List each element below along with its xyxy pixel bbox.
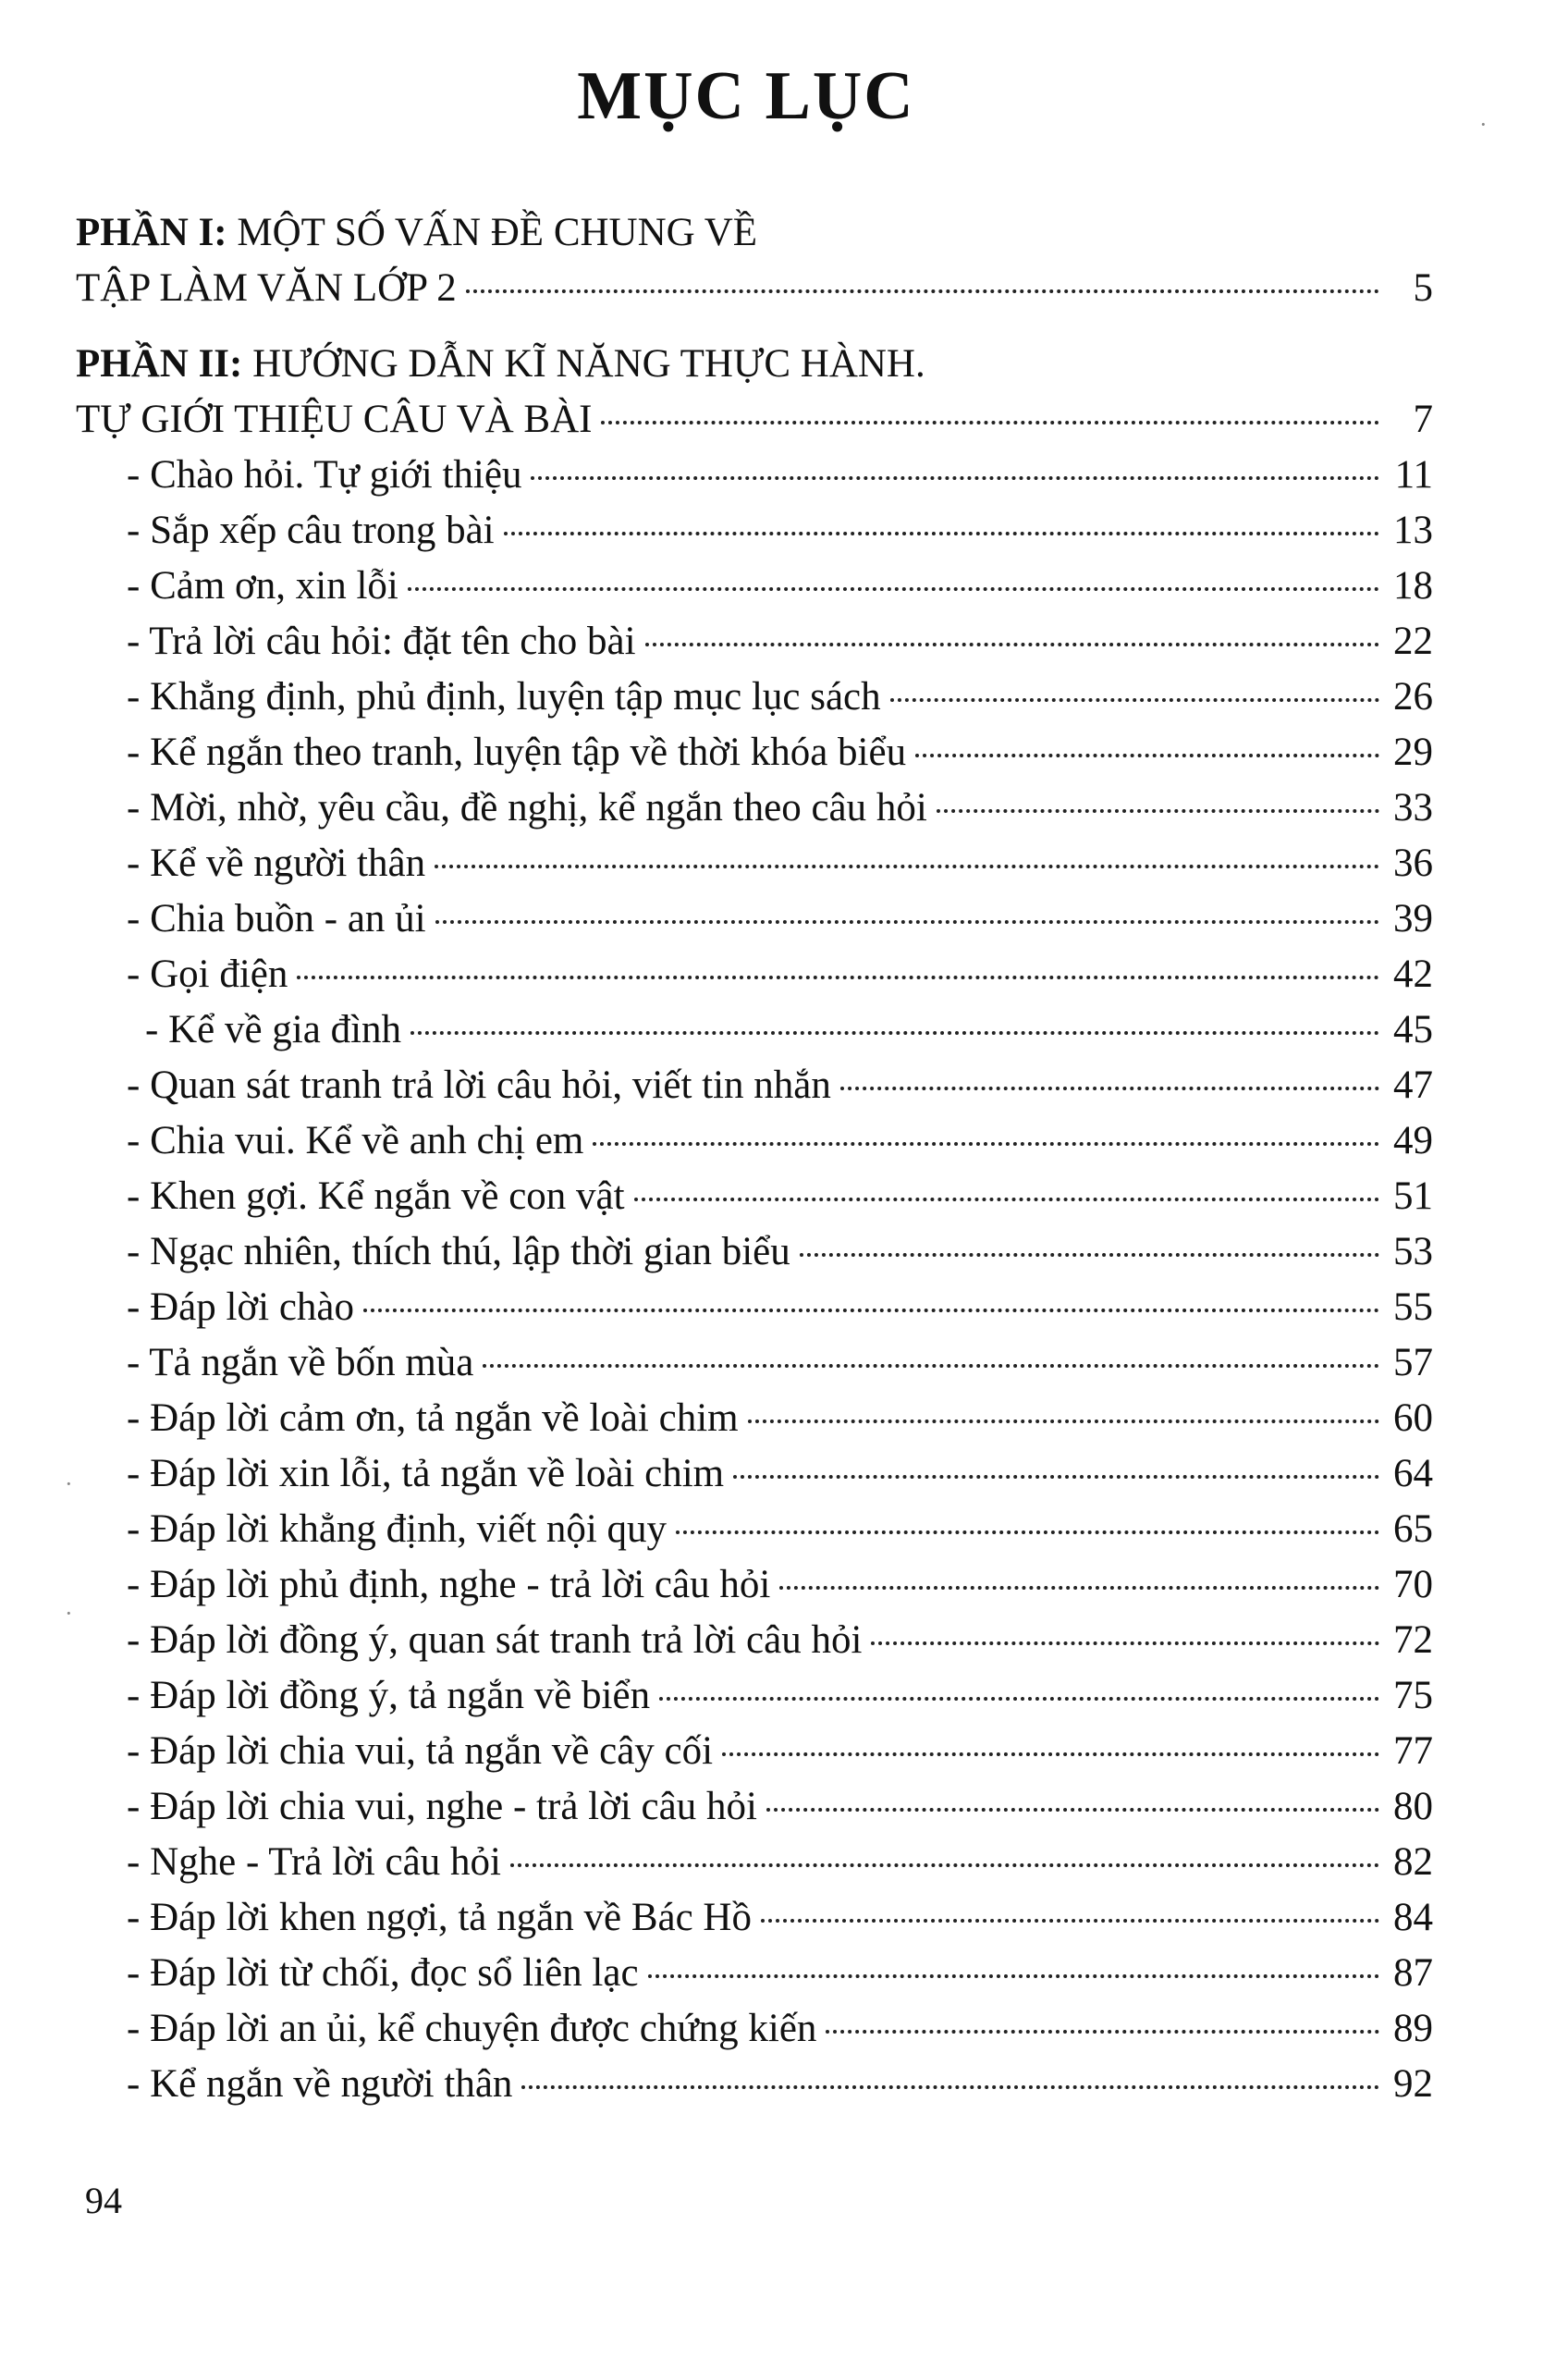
toc-entry-title: - Mời, nhờ, yêu cầu, đề nghị, kể ngắn theo câu hỏi (127, 786, 927, 830)
toc-entry[interactable] (76, 503, 1433, 559)
dot-leader (890, 698, 1379, 702)
toc-entry-page: 49 (1393, 1119, 1433, 1162)
dot-leader (645, 643, 1379, 646)
page-title: MỤC LỤC (577, 58, 915, 134)
toc-entry[interactable] (76, 614, 1433, 670)
part-2-page-number: 7 (1413, 398, 1433, 441)
part-1-heading-text: MỘT SỐ VẤN ĐỀ CHUNG VỀ (237, 211, 758, 254)
toc-entry-page: 80 (1393, 1785, 1433, 1828)
dot-leader (800, 1253, 1379, 1257)
toc-entry-page: 65 (1393, 1507, 1433, 1551)
toc-entry[interactable] (76, 448, 1433, 503)
toc-entry-title: - Đáp lời đồng ý, tả ngắn về biển (127, 1674, 651, 1717)
dot-leader (466, 289, 1379, 293)
toc-entry[interactable] (76, 2001, 1433, 2057)
toc-entry-title: - Khen gợi. Kể ngắn về con vật (127, 1174, 625, 1218)
dot-leader (748, 1420, 1379, 1423)
dot-leader (761, 1919, 1379, 1923)
toc-entry-page: 60 (1393, 1396, 1433, 1440)
dot-leader (871, 1641, 1379, 1645)
toc-entry[interactable] (76, 836, 1433, 891)
toc-entry-page: 13 (1393, 509, 1433, 552)
toc-entry-page: 47 (1393, 1063, 1433, 1107)
toc-entry-page: 55 (1393, 1285, 1433, 1329)
toc-entry-title: - Kể về gia đình (145, 1008, 402, 1051)
toc-entry-page: 22 (1393, 620, 1433, 663)
toc-entry-page: 26 (1393, 675, 1433, 719)
toc-entry-title: - Đáp lời từ chối, đọc sổ liên lạc (127, 1951, 639, 1995)
toc-entry[interactable] (76, 1613, 1433, 1668)
toc-entry[interactable] (76, 1391, 1433, 1446)
dot-leader (937, 809, 1379, 813)
toc-entry-page: 75 (1393, 1674, 1433, 1717)
toc-entry-page: 84 (1393, 1896, 1433, 1939)
dot-leader (915, 754, 1379, 757)
dot-leader (733, 1475, 1379, 1479)
dot-leader (410, 1031, 1379, 1035)
part-1-heading (76, 205, 1433, 261)
toc-entry[interactable] (76, 1280, 1433, 1335)
scan-speck: · (65, 1600, 73, 1627)
toc-entry-title: - Chia vui. Kể về anh chị em (127, 1119, 584, 1162)
table-of-contents (76, 205, 1433, 2112)
dot-leader (363, 1309, 1379, 1312)
dot-leader (408, 587, 1379, 591)
toc-entry[interactable] (76, 891, 1433, 947)
dot-leader (766, 1808, 1379, 1812)
toc-entry[interactable] (76, 1224, 1433, 1280)
toc-entry[interactable] (76, 1058, 1433, 1113)
toc-entry-page: 18 (1393, 564, 1433, 608)
toc-entry-page: 39 (1393, 897, 1433, 940)
toc-entry-page: 11 (1394, 453, 1433, 497)
toc-entry[interactable] (76, 670, 1433, 725)
part-2-entry[interactable] (76, 392, 1433, 448)
dot-leader (634, 1198, 1379, 1201)
dot-leader (510, 1863, 1379, 1867)
dot-leader (521, 2085, 1379, 2089)
toc-entry[interactable] (76, 1779, 1433, 1835)
toc-entry-title: - Đáp lời chào (127, 1285, 355, 1329)
dot-leader (676, 1530, 1379, 1534)
toc-entry-page: 53 (1393, 1230, 1433, 1273)
toc-entry-title: - Chia buồn - an ủi (127, 897, 426, 940)
scan-speck: · (65, 1470, 73, 1497)
toc-entry-page: 33 (1393, 786, 1433, 830)
dot-leader (435, 865, 1379, 868)
toc-entry[interactable] (76, 2057, 1433, 2112)
toc-entry-title: - Gọi điện (127, 953, 288, 996)
toc-entry-title: - Tả ngắn về bốn mùa (127, 1341, 474, 1384)
toc-entry-title: - Sắp xếp câu trong bài (127, 509, 495, 552)
toc-entry-title: - Đáp lời phủ định, nghe - trả lời câu hỏi (127, 1563, 771, 1606)
toc-entry[interactable] (76, 947, 1433, 1002)
dot-leader (504, 532, 1379, 535)
toc-entry-page: 57 (1393, 1341, 1433, 1384)
toc-entry-page: 51 (1393, 1174, 1433, 1218)
toc-entry[interactable] (76, 1502, 1433, 1557)
toc-entry-title: - Quan sát tranh trả lời câu hỏi, viết tin nhắn (127, 1063, 831, 1107)
toc-entry-title: - Đáp lời khen ngợi, tả ngắn về Bác Hồ (127, 1896, 752, 1939)
toc-entry-title: - Ngạc nhiên, thích thú, lập thời gian biểu (127, 1230, 790, 1273)
toc-entry[interactable] (76, 781, 1433, 836)
part-2-heading-text: HƯỚNG DẪN KĨ NĂNG THỰC HÀNH. (252, 342, 925, 386)
toc-entry[interactable] (76, 725, 1433, 781)
toc-entry-title: - Nghe - Trả lời câu hỏi (127, 1840, 501, 1884)
toc-entry[interactable] (76, 1724, 1433, 1779)
toc-entry-page: 42 (1393, 953, 1433, 996)
toc-entry-title: - Đáp lời khẳng định, viết nội quy (127, 1507, 668, 1551)
toc-entry[interactable] (76, 1113, 1433, 1169)
dot-leader (722, 1752, 1379, 1756)
dot-leader (435, 920, 1379, 924)
toc-entry-title: - Đáp lời chia vui, tả ngắn về cây cối (127, 1729, 714, 1773)
part-1-entry[interactable] (76, 261, 1433, 316)
toc-entry[interactable] (76, 1335, 1433, 1391)
dot-leader (826, 2030, 1379, 2034)
toc-entry[interactable] (76, 1835, 1433, 1890)
part-2-subheading: TỰ GIỚI THIỆU CÂU VÀ BÀI (76, 398, 593, 441)
toc-entry-page: 29 (1393, 731, 1433, 774)
toc-entry-page: 92 (1393, 2062, 1433, 2106)
toc-entry-page: 72 (1393, 1618, 1433, 1662)
toc-entry-title: - Đáp lời xin lỗi, tả ngắn về loài chim (127, 1452, 725, 1495)
toc-entry-title: - Chào hỏi. Tự giới thiệu (127, 453, 522, 497)
toc-entry[interactable] (76, 1557, 1433, 1613)
toc-entry-title: - Đáp lời đồng ý, quan sát tranh trả lời câu hỏi (127, 1618, 863, 1662)
page-number-footer: 94 (85, 2180, 122, 2221)
toc-entry-title: - Khẳng định, phủ định, luyện tập mục lục sách (127, 675, 881, 719)
toc-entry-title: - Kể về người thân (127, 842, 426, 885)
toc-entry[interactable] (76, 1668, 1433, 1724)
toc-entry-page: 89 (1393, 2007, 1433, 2050)
dot-leader (297, 976, 1379, 979)
toc-entry[interactable] (76, 1890, 1433, 1946)
toc-entry[interactable] (76, 1946, 1433, 2001)
dot-leader (659, 1697, 1379, 1701)
part-2-heading (76, 337, 1433, 392)
toc-entry-page: 36 (1393, 842, 1433, 885)
dot-leader (840, 1087, 1379, 1090)
toc-entry[interactable] (76, 559, 1433, 614)
part-2-label: PHẦN II: (76, 342, 243, 386)
dot-leader (779, 1586, 1379, 1590)
toc-entry-title: - Đáp lời an ủi, kể chuyện được chứng kiến (127, 2007, 817, 2050)
toc-entry[interactable] (76, 1446, 1433, 1502)
toc-entry-page: 77 (1393, 1729, 1433, 1773)
dot-leader (483, 1364, 1379, 1368)
toc-entry-title: - Trả lời câu hỏi: đặt tên cho bài (127, 620, 636, 663)
toc-entry-title: - Cảm ơn, xin lỗi (127, 564, 398, 608)
dot-leader (648, 1974, 1379, 1978)
toc-entry-title: - Kể ngắn về người thân (127, 2062, 513, 2106)
toc-entry[interactable] (76, 1002, 1433, 1058)
toc-entry-title: - Đáp lời chia vui, nghe - trả lời câu hỏi (127, 1785, 757, 1828)
dot-leader (531, 476, 1379, 480)
dot-leader (593, 1142, 1379, 1146)
toc-entry-title: - Kể ngắn theo tranh, luyện tập về thời khóa biểu (127, 731, 907, 774)
part-1-label: PHẦN I: (76, 211, 227, 254)
part-1-page-number: 5 (1413, 266, 1433, 310)
toc-entry-page: 82 (1393, 1840, 1433, 1884)
toc-entry-page: 45 (1393, 1008, 1433, 1051)
toc-entry-title: - Đáp lời cảm ơn, tả ngắn về loài chim (127, 1396, 739, 1440)
part-1-subheading: TẬP LÀM VĂN LỚP 2 (76, 266, 457, 310)
toc-entry[interactable] (76, 1169, 1433, 1224)
toc-entry-page: 64 (1393, 1452, 1433, 1495)
toc-entry-page: 70 (1393, 1563, 1433, 1606)
scan-speck: · (1479, 111, 1488, 138)
dot-leader (601, 421, 1379, 424)
toc-entry-page: 87 (1393, 1951, 1433, 1995)
